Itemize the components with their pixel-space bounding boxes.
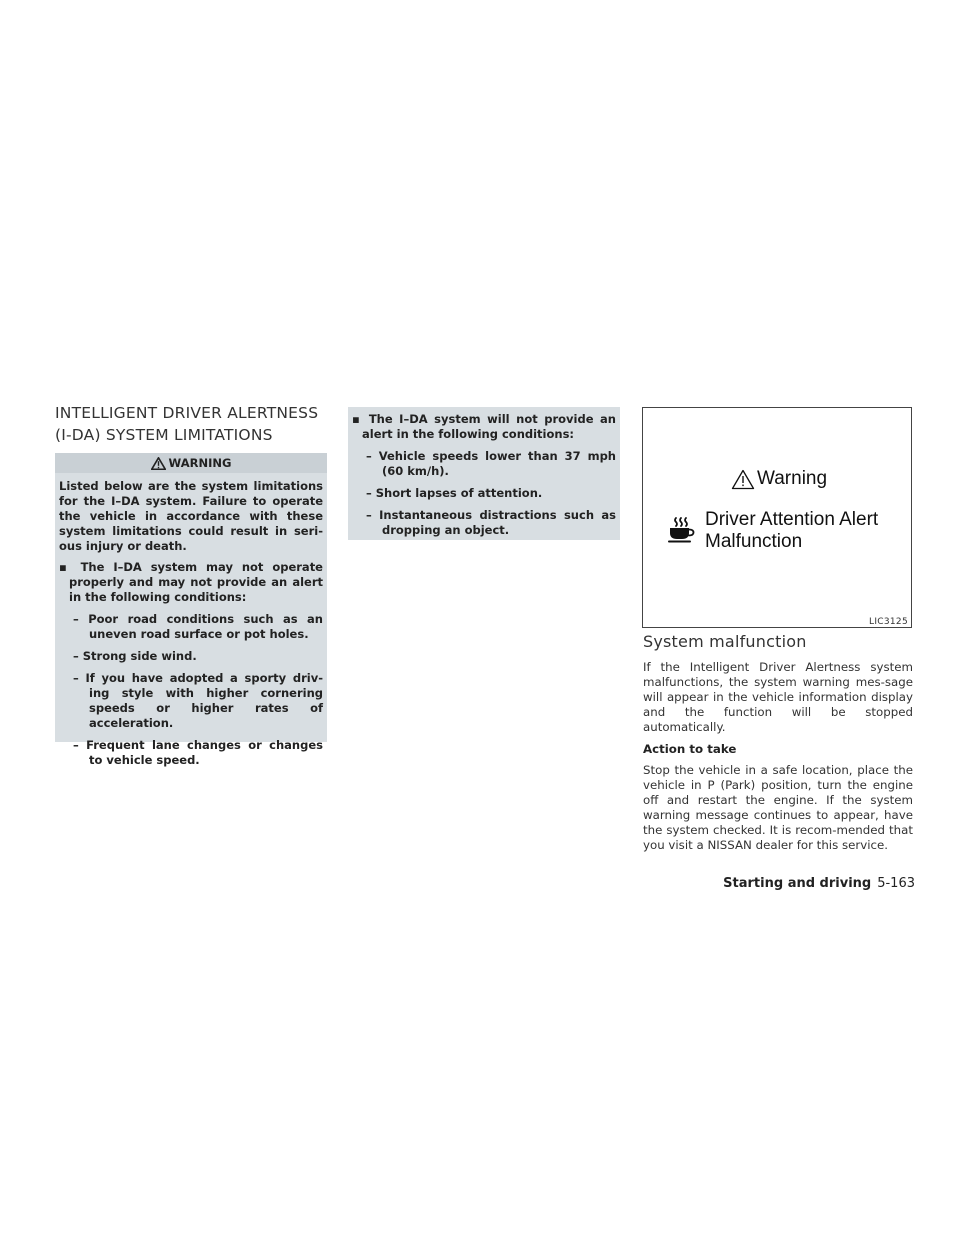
action-heading: Action to take	[643, 742, 737, 756]
section-title-line-1: INTELLIGENT DRIVER ALERTNESS	[55, 404, 319, 422]
figure-message-line-2: Malfunction	[705, 531, 803, 552]
list-subitem: – If you have adopted a sporty driv-ing style with higher cornering speeds or higher rates of acceleration.	[73, 671, 323, 730]
warning-intro: Listed below are the system limitations for the I–DA system. Failure to operate the vehicle in accordance with these system limitations could result in seri-ous injury or death.	[59, 479, 323, 553]
malfunction-paragraph: If the Intelligent Driver Alertness system malfunctions, the system warning mes-sage will appear in the vehicle information display and the function will be stopped automatically.	[643, 660, 913, 734]
list-subitem: – Poor road conditions such as an uneven road surface or pot holes.	[73, 612, 323, 641]
figure-warning-text: Warning	[757, 468, 828, 489]
figure-message	[705, 509, 905, 553]
page-number: 5-163	[877, 876, 915, 891]
list-item: ▪ The I–DA system may not operate properly and may not provide an alert in the following conditions:	[59, 560, 323, 604]
section-title	[55, 402, 330, 446]
warning-header	[55, 453, 327, 473]
list-subitem: – Frequent lane changes or changes to vehicle speed.	[73, 738, 323, 767]
action-paragraph: Stop the vehicle in a safe location, place the vehicle in P (Park) position, turn the engine off and restart the engine. If the system warning message continues to appear, have the system checked. It is recom-mended that you visit a NISSAN dealer for this service.	[643, 763, 913, 852]
list-item: ▪ The I–DA system will not provide an alert in the following conditions:	[352, 412, 616, 441]
figure-message-line-1: Driver Attention Alert	[705, 509, 879, 530]
list-subitem: – Short lapses of attention.	[366, 486, 543, 500]
figure-code: LIC3125	[869, 617, 908, 627]
list-subitem: – Instantaneous distractions such as dropping an object.	[366, 508, 616, 537]
malfunction-heading: System malfunction	[643, 632, 807, 651]
warning-box-limitations	[55, 453, 327, 767]
figure-warning-title	[731, 468, 827, 490]
section-title-line-2: (I-DA) SYSTEM LIMITATIONS	[55, 426, 273, 444]
list-subitem: – Vehicle speeds lower than 37 mph (60 km/h).	[366, 449, 616, 478]
coffee-cup-icon	[667, 516, 695, 544]
display-illustration	[642, 407, 912, 628]
warning-label: WARNING	[168, 456, 232, 470]
page-footer	[640, 876, 915, 891]
warning-box-continued	[348, 407, 620, 540]
warning-triangle-icon	[151, 457, 166, 470]
list-subitem: – Strong side wind.	[73, 649, 197, 663]
footer-section-name: Starting and driving	[723, 876, 872, 891]
warning-triangle-icon	[731, 469, 755, 490]
